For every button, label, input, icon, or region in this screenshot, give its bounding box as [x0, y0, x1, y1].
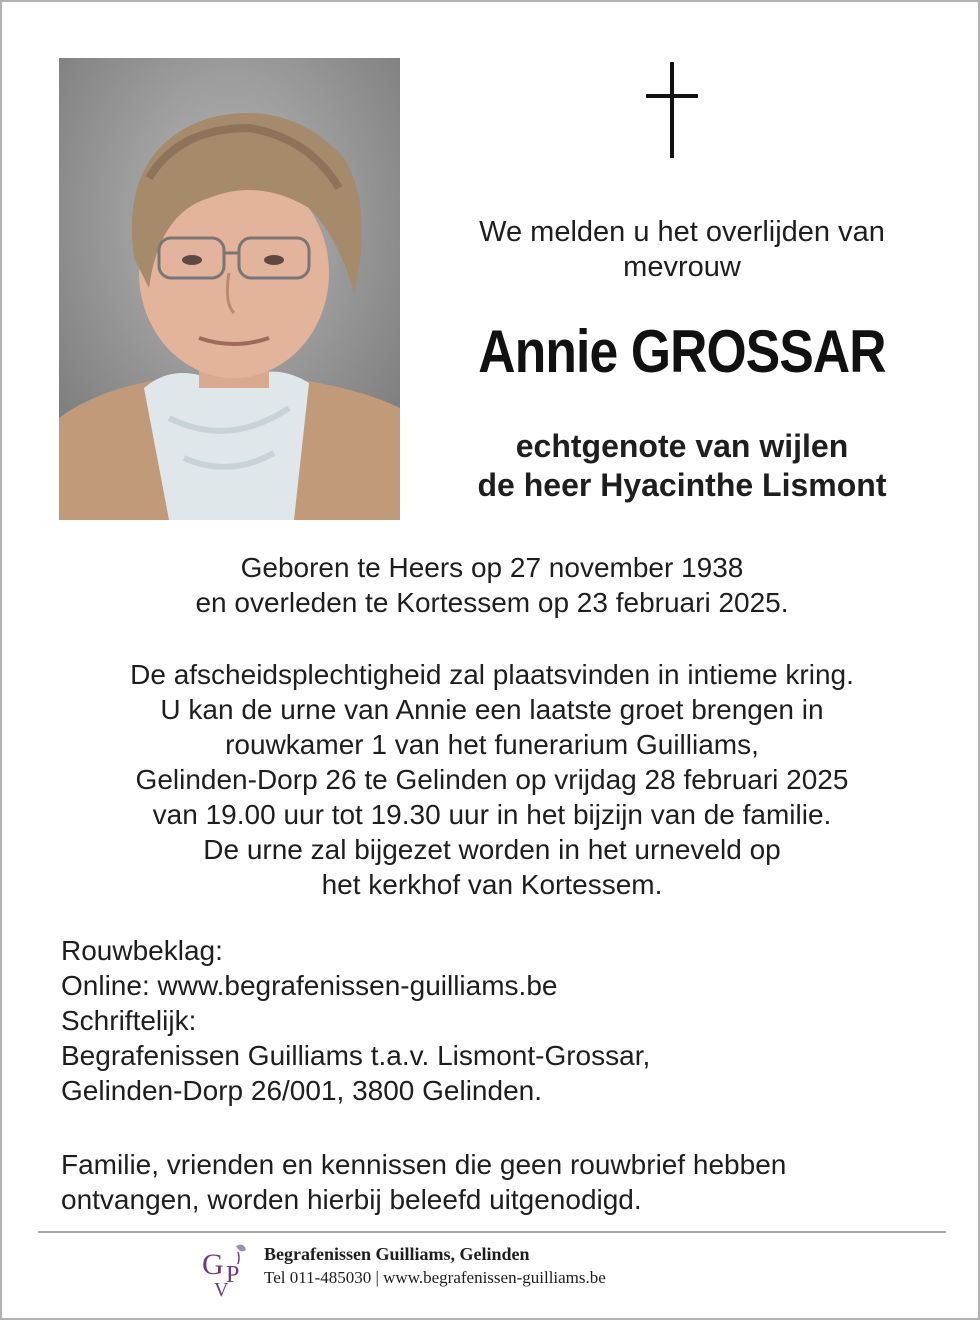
condolences-section: [61, 933, 941, 1108]
family-note-line: ontvangen, worden hierbij beleefd uitgenodigd.: [61, 1184, 642, 1215]
condolences-address-line: Begrafenissen Guilliams t.a.v. Lismont-Grossar,: [61, 1040, 651, 1071]
condolences-heading: Rouwbeklag:: [61, 935, 223, 966]
portrait-image: [59, 58, 400, 520]
footer-contact: Tel 011-485030 | www.begrafenissen-guilliams.be: [264, 1268, 606, 1287]
ceremony-line: van 19.00 uur tot 19.30 uur in het bijzijn van de familie.: [152, 799, 832, 830]
svg-text:V: V: [214, 1279, 229, 1298]
deceased-name: Annie GROSSAR: [478, 318, 886, 385]
birth-death-info: [2, 550, 980, 620]
birth-line: Geboren te Heers op 27 november 1938: [240, 552, 744, 583]
footer-title: Begrafenissen Guilliams, Gelinden: [264, 1244, 530, 1264]
spouse-info: [412, 427, 952, 505]
footer-divider: [38, 1231, 946, 1233]
family-note-line: Familie, vrienden en kennissen die geen rouwbrief hebben: [61, 1149, 787, 1180]
spouse-line: echtgenote van wijlen: [515, 428, 849, 464]
ceremony-line: het kerkhof van Kortessem.: [321, 869, 663, 900]
svg-text:P: P: [226, 1262, 240, 1288]
ceremony-line: Gelinden-Dorp 26 te Gelinden op vrijdag 28 februari 2025: [135, 764, 849, 795]
ceremony-info: [2, 657, 980, 902]
ceremony-line: De urne zal bijgezet worden in het urneveld op: [203, 834, 781, 865]
condolences-online: Online: www.begrafenissen-guilliams.be: [61, 970, 558, 1001]
announcement-line: We melden u het overlijden van: [479, 216, 885, 248]
ceremony-line: rouwkamer 1 van het funerarium Guilliams,: [225, 729, 759, 760]
condolences-address-line: Gelinden-Dorp 26/001, 3800 Gelinden.: [61, 1075, 543, 1106]
footer-text: [264, 1242, 606, 1290]
svg-text:G: G: [202, 1248, 224, 1281]
announcement-line: mevrouw: [623, 251, 741, 283]
condolences-written-label: Schriftelijk:: [61, 1005, 197, 1036]
cross-vertical-bar: [670, 62, 674, 158]
family-note: [61, 1147, 941, 1217]
ceremony-line: U kan de urne van Annie een laatste groet brengen in: [160, 694, 824, 725]
gvp-logo-icon: [200, 1240, 254, 1298]
funeral-home-footer: [200, 1240, 800, 1300]
announcement: [412, 215, 952, 285]
portrait-photo: [59, 58, 400, 520]
cross-icon: [642, 62, 702, 162]
spouse-line: de heer Hyacinthe Lismont: [477, 467, 887, 503]
ceremony-line: De afscheidsplechtigheid zal plaatsvinden in intieme kring.: [130, 659, 854, 690]
death-line: en overleden te Kortessem op 23 februari 2025.: [195, 587, 789, 618]
cross-horizontal-bar: [646, 94, 698, 98]
